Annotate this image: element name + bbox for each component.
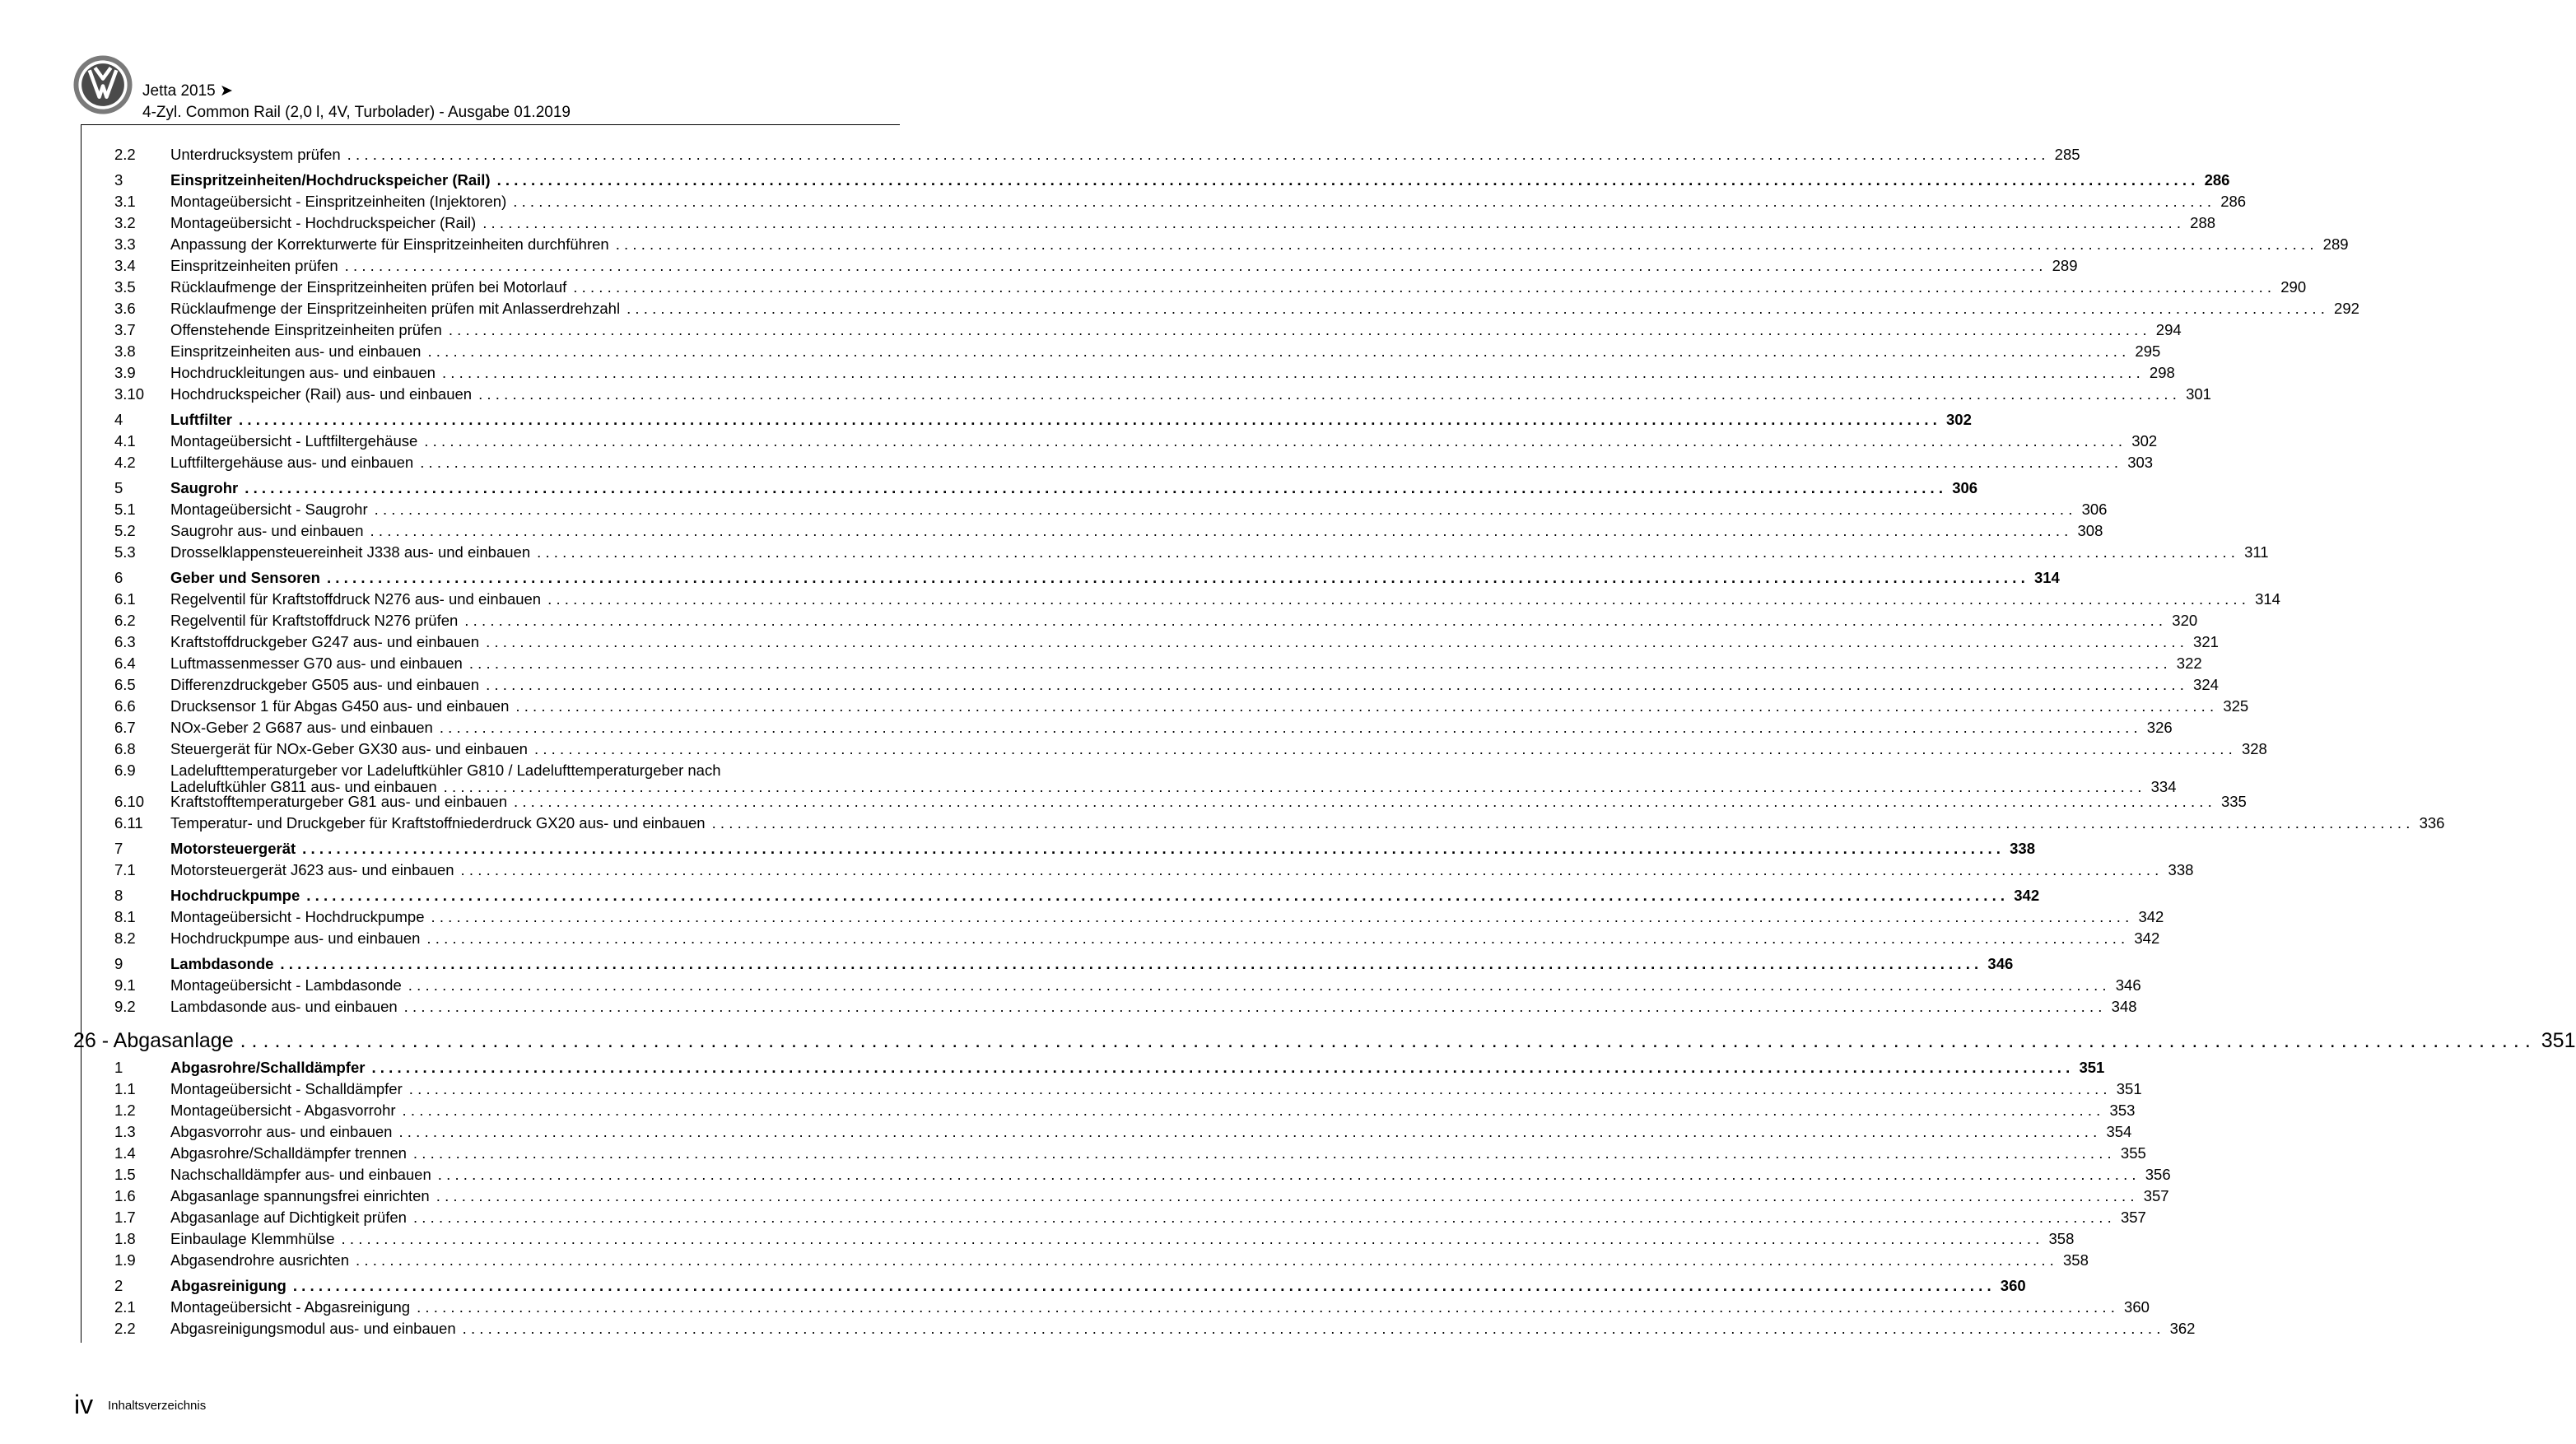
- toc-entry-number: 6.1: [114, 590, 136, 608]
- toc-entry-page: 338: [2010, 840, 2035, 857]
- toc-entry-page: 348: [2111, 998, 2137, 1015]
- toc-entry-page: 286: [2220, 193, 2247, 210]
- toc-entry-number: 3: [114, 171, 123, 189]
- toc-entry-page: 356: [2145, 1166, 2171, 1183]
- toc-entry-page: 346: [2115, 976, 2141, 994]
- dot-leader: ........................................................................................................................................................................................................: [460, 861, 2164, 878]
- dot-leader: ........................................................................................................................................................................................................: [398, 1123, 2102, 1140]
- toc-entry[interactable]: [114, 144, 2080, 165]
- toc-entry-number: 1.8: [114, 1230, 136, 1247]
- toc-entry-page: 289: [2052, 257, 2078, 274]
- dot-leader: ........................................................................................................................................................................................................: [371, 1059, 2075, 1076]
- dot-leader: ........................................................................................................................................................................................................: [408, 1080, 2112, 1097]
- toc-section[interactable]: [114, 1275, 2026, 1297]
- toc-entry-title: Saugrohr aus- und einbauen: [170, 522, 364, 539]
- toc-entry-page: 357: [2143, 1187, 2169, 1204]
- dot-leader: ........................................................................................................................................................................................................: [486, 676, 2189, 693]
- toc-section[interactable]: [114, 409, 1972, 431]
- toc-entry-title: Hochdruckleitungen aus- und einbauen: [170, 364, 436, 381]
- toc-entry-title: Abgasreinigung: [170, 1277, 286, 1294]
- toc-entry-page: 336: [2419, 814, 2445, 831]
- toc-entry-title: Montageübersicht - Schalldämpfer: [170, 1080, 403, 1097]
- toc-entry-number: 4.2: [114, 454, 136, 471]
- dot-leader: ........................................................................................................................................................................................................: [573, 278, 2276, 296]
- header-divider: [81, 124, 900, 125]
- toc-entry-number: 6.5: [114, 676, 136, 693]
- dot-leader: ........................................................................................................................................................................................................: [356, 1251, 2058, 1269]
- toc-entry[interactable]: [114, 319, 2182, 341]
- toc-entry-page: 338: [2168, 861, 2194, 878]
- toc-entry-number: 2.1: [114, 1298, 136, 1316]
- toc-entry-page: 321: [2193, 633, 2219, 650]
- toc-entry-page: 324: [2193, 676, 2219, 693]
- toc-section[interactable]: [114, 567, 2060, 589]
- dot-leader: ........................................................................................................................................................................................................: [245, 479, 1948, 496]
- toc-entry-page: 355: [2120, 1144, 2146, 1162]
- toc-entry[interactable]: [114, 499, 2108, 520]
- toc-entry-title: Montageübersicht - Hochdruckpumpe: [170, 908, 425, 925]
- toc-entry-page: 351: [2541, 1029, 2576, 1052]
- dot-leader: ........................................................................................................................................................................................................: [482, 214, 2186, 231]
- toc-entry[interactable]: [114, 1078, 2142, 1100]
- toc-entry-page: 314: [2255, 590, 2280, 608]
- dot-leader: ........................................................................................................................................................................................................: [547, 590, 2251, 608]
- vw-logo-icon: [72, 54, 133, 115]
- dot-leader: ........................................................................................................................................................................................................: [496, 171, 2200, 189]
- toc-entry-page: 322: [2176, 654, 2202, 672]
- toc-section[interactable]: [114, 170, 2230, 191]
- toc-entry-title: Abgasreinigungsmodul aus- und einbauen: [170, 1320, 456, 1337]
- toc-entry-page: 360: [2000, 1277, 2026, 1294]
- dot-leader: ........................................................................................................................................................................................................: [468, 654, 2172, 672]
- dot-leader: ........................................................................................................................................................................................................: [478, 385, 2182, 403]
- dot-leader: ........................................................................................................................................................................................................: [515, 697, 2219, 715]
- toc-entry-page: 295: [2135, 342, 2161, 360]
- dot-leader: ........................................................................................................................................................................................................: [711, 814, 2415, 831]
- toc-entry-title: Kraftstofftemperaturgeber G81 aus- und einbauen: [170, 793, 507, 810]
- toc-entry-number: 2.2: [114, 146, 136, 163]
- toc-entry[interactable]: [114, 277, 2307, 298]
- toc-entry-page: 362: [2169, 1320, 2196, 1337]
- toc-entry-title: Luftmassenmesser G70 aus- und einbauen: [170, 654, 463, 672]
- toc-entry-title: Hochdruckpumpe: [170, 887, 300, 904]
- toc-entry-number: 8: [114, 887, 123, 904]
- toc-entry-title: Luftfilter: [170, 411, 233, 428]
- toc-entry[interactable]: [114, 212, 2216, 234]
- toc-entry-title: Abgasvorrohr aus- und einbauen: [170, 1123, 393, 1140]
- toc-section[interactable]: [114, 477, 1978, 499]
- toc-entry[interactable]: [114, 1297, 2150, 1318]
- toc-entry-number: 3.3: [114, 235, 136, 253]
- toc-entry-number: 8.2: [114, 929, 136, 947]
- dot-leader: ........................................................................................................................................................................................................: [292, 1277, 1996, 1294]
- left-margin-rule: [81, 124, 82, 1343]
- toc-entry[interactable]: [114, 975, 2141, 996]
- toc-entry-title: Regelventil für Kraftstoffdruck N276 prüfen: [170, 612, 459, 629]
- toc-section[interactable]: [114, 885, 2040, 906]
- toc-entry-title: Lambdasonde aus- und einbauen: [170, 998, 398, 1015]
- dot-leader: ........................................................................................................................................................................................................: [402, 1102, 2105, 1119]
- toc-entry-title: Hochdruckspeicher (Rail) aus- und einbauen: [170, 385, 473, 403]
- toc-chapter[interactable]: [73, 1024, 2576, 1057]
- toc-entry[interactable]: [114, 1185, 2169, 1207]
- dot-leader: ........................................................................................................................................................................................................: [427, 342, 2131, 360]
- toc-entry-title: Montageübersicht - Lambdasonde: [170, 976, 402, 994]
- page-number: iv: [74, 1390, 94, 1419]
- dot-leader: ........................................................................................................................................................................................................: [412, 1209, 2116, 1226]
- table-of-contents: [73, 144, 2576, 1339]
- toc-entry-number: 3.8: [114, 342, 136, 360]
- dot-leader: ........................................................................................................................................................................................................: [426, 929, 2130, 947]
- dot-leader: ........................................................................................................................................................................................................: [533, 740, 2237, 757]
- toc-entry-page: 358: [2048, 1230, 2075, 1247]
- toc-entry-page: 308: [2077, 522, 2103, 539]
- toc-entry-title: Montageübersicht - Einspritzeinheiten (Injektoren): [170, 193, 507, 210]
- toc-entry[interactable]: [114, 1121, 2132, 1143]
- toc-entry-number: 5: [114, 479, 123, 496]
- toc-entry-page: 342: [2014, 887, 2040, 904]
- toc-entry[interactable]: [114, 298, 2359, 319]
- toc-entry-title: Montageübersicht - Abgasreinigung: [170, 1298, 411, 1316]
- toc-entry[interactable]: [114, 791, 2247, 813]
- toc-entry[interactable]: [114, 341, 2161, 362]
- toc-entry-page: 353: [2109, 1102, 2136, 1119]
- toc-entry[interactable]: [114, 674, 2219, 696]
- toc-entry-title: Offenstehende Einspritzeinheiten prüfen: [170, 321, 442, 338]
- dot-leader: ........................................................................................................................................................................................................: [436, 1187, 2139, 1204]
- dot-leader: ........................................................................................................................................................................................................: [347, 146, 2050, 163]
- toc-entry-page: 334: [2150, 778, 2177, 795]
- toc-entry-title: Geber und Sensoren: [170, 569, 320, 586]
- toc-entry-title: Einspritzeinheiten/Hochdruckspeicher (Rail): [170, 171, 491, 189]
- toc-entry[interactable]: [114, 1100, 2136, 1121]
- toc-entry-title: Saugrohr: [170, 479, 239, 496]
- toc-entry-number: 1.2: [114, 1102, 136, 1119]
- toc-entry-page: 342: [2134, 929, 2160, 947]
- toc-entry-number: 1.9: [114, 1251, 136, 1269]
- dot-leader: ........................................................................................................................................................................................................: [486, 633, 2189, 650]
- toc-entry-title: Rücklaufmenge der Einspritzeinheiten prüfen mit Anlasserdrehzahl: [170, 300, 621, 317]
- toc-entry-title: Abgasendrohre ausrichten: [170, 1251, 350, 1269]
- toc-entry-page: 292: [2334, 300, 2359, 317]
- toc-entry-number: 3.7: [114, 321, 136, 338]
- toc-entry-page: 303: [2127, 454, 2154, 471]
- toc-entry-title: NOx-Geber 2 G687 aus- und einbauen: [170, 719, 433, 736]
- document-subtitle: 4-Zyl. Common Rail (2,0 l, 4V, Turbolader) - Ausgabe 01.2019: [142, 104, 571, 121]
- toc-entry[interactable]: [114, 384, 2211, 405]
- toc-entry-page: 290: [2280, 278, 2307, 296]
- toc-entry-title: Lambdasonde: [170, 955, 274, 972]
- dot-leader: ........................................................................................................................................................................................................: [437, 1166, 2140, 1183]
- toc-entry-title: Unterdrucksystem prüfen: [170, 146, 341, 163]
- document-title: Jetta 2015 ➤: [142, 82, 233, 100]
- toc-entry[interactable]: [114, 906, 2164, 928]
- toc-entry[interactable]: [114, 520, 2103, 542]
- dot-leader: ........................................................................................................................................................................................................: [448, 321, 2151, 338]
- toc-entry-page: 342: [2138, 908, 2164, 925]
- toc-entry-number: 7: [114, 840, 123, 857]
- toc-entry-number: 1.4: [114, 1144, 136, 1162]
- toc-entry-number: 4.1: [114, 432, 136, 450]
- toc-entry-page: 360: [2124, 1298, 2150, 1316]
- toc-entry-title: Anpassung der Korrekturwerte für Einspritzeinheiten durchführen: [170, 235, 609, 253]
- dot-leader: ........................................................................................................................................................................................................: [417, 1298, 2120, 1316]
- toc-entry-number: 6.8: [114, 740, 136, 757]
- toc-entry[interactable]: [114, 717, 2173, 738]
- toc-entry-number: 6.2: [114, 612, 136, 629]
- dot-leader: ........................................................................................................................................................................................................: [403, 998, 2107, 1015]
- toc-entry[interactable]: [114, 859, 2194, 881]
- toc-entry[interactable]: [114, 1164, 2171, 1185]
- toc-entry[interactable]: [114, 431, 2158, 452]
- toc-entry-number: 1: [114, 1059, 123, 1076]
- toc-entry-title: Montageübersicht - Luftfiltergehäuse: [170, 432, 418, 450]
- toc-entry-number: 1.1: [114, 1080, 136, 1097]
- dot-leader: ........................................................................................................................................................................................................: [615, 235, 2318, 253]
- toc-entry-page: 357: [2120, 1209, 2146, 1226]
- toc-entry[interactable]: [114, 696, 2249, 717]
- toc-entry-page: 325: [2223, 697, 2249, 715]
- toc-entry-number: 3.1: [114, 193, 136, 210]
- toc-section[interactable]: [114, 838, 2035, 859]
- toc-entry-number: 9.1: [114, 976, 136, 994]
- toc-entry[interactable]: [114, 760, 2177, 795]
- dot-leader: ........................................................................................................................................................................................................: [439, 719, 2142, 736]
- toc-section[interactable]: [114, 953, 2014, 975]
- toc-entry-page: 314: [2033, 569, 2060, 586]
- toc-entry-title: Differenzdruckgeber G505 aus- und einbauen: [170, 676, 480, 693]
- toc-entry-page: 289: [2322, 235, 2349, 253]
- toc-entry-title: Temperatur- und Druckgeber für Kraftstoffniederdruck GX20 aus- und einbauen: [170, 814, 706, 831]
- dot-leader: ........................................................................................................................................................................................................: [302, 840, 2005, 857]
- toc-entry-page: 298: [2149, 364, 2175, 381]
- dot-leader: ........................................................................................................................................................................................................: [240, 1029, 2536, 1052]
- toc-entry-number: 3.10: [114, 385, 145, 403]
- toc-entry-page: 301: [2186, 385, 2211, 403]
- toc-entry-title: Ladeluftkühler G811 aus- und einbauen: [170, 778, 437, 795]
- dot-leader: ........................................................................................................................................................................................................: [513, 193, 2216, 210]
- toc-entry[interactable]: [114, 631, 2219, 653]
- toc-entry-number: 6.9: [114, 762, 136, 779]
- toc-entry-page: 320: [2172, 612, 2198, 629]
- toc-entry[interactable]: [114, 738, 2267, 760]
- footer-section-label: Inhaltsverzeichnis: [108, 1399, 207, 1413]
- toc-entry-title: Nachschalldämpfer aus- und einbauen: [170, 1166, 431, 1183]
- toc-entry-number: 6.10: [114, 793, 145, 810]
- dot-leader: ........................................................................................................................................................................................................: [462, 1320, 2165, 1337]
- toc-entry-title: Montageübersicht - Saugrohr: [170, 501, 368, 518]
- toc-entry-title: Kraftstoffdruckgeber G247 aus- und einbauen: [170, 633, 480, 650]
- dot-leader: ........................................................................................................................................................................................................: [374, 501, 2077, 518]
- toc-entry-title: Montageübersicht - Hochdruckspeicher (Rail): [170, 214, 477, 231]
- toc-entry-page: 306: [2081, 501, 2108, 518]
- toc-entry-page: 351: [2079, 1059, 2105, 1076]
- toc-entry-number: 3.6: [114, 300, 136, 317]
- toc-entry-number: 5.2: [114, 522, 136, 539]
- toc-entry[interactable]: [114, 1143, 2146, 1164]
- toc-entry-page: 358: [2063, 1251, 2089, 1269]
- dot-leader: ........................................................................................................................................................................................................: [627, 300, 2330, 317]
- toc-entry[interactable]: [114, 255, 2078, 277]
- dot-leader: ........................................................................................................................................................................................................: [537, 543, 2240, 561]
- toc-entry-title: Steuergerät für NOx-Geber GX30 aus- und einbauen: [170, 740, 528, 757]
- toc-entry-page: 302: [2131, 432, 2158, 450]
- toc-entry-title-line1: Ladelufttemperaturgeber vor Ladeluftkühler G810 / Ladelufttemperaturgeber nach: [170, 762, 721, 779]
- toc-entry-number: 5.3: [114, 543, 136, 561]
- toc-entry[interactable]: [114, 1250, 2089, 1271]
- toc-entry[interactable]: [114, 589, 2280, 610]
- dot-leader: ........................................................................................................................................................................................................: [239, 411, 1941, 428]
- toc-entry[interactable]: [114, 191, 2247, 212]
- dot-leader: ........................................................................................................................................................................................................: [370, 522, 2073, 539]
- toc-entry-title: Drucksensor 1 für Abgas G450 aus- und einbauen: [170, 697, 510, 715]
- toc-entry[interactable]: [114, 1228, 2075, 1250]
- dot-leader: ........................................................................................................................................................................................................: [420, 454, 2123, 471]
- toc-entry-title: Abgasanlage spannungsfrei einrichten: [170, 1187, 430, 1204]
- dot-leader: ........................................................................................................................................................................................................: [412, 1144, 2116, 1162]
- toc-entry[interactable]: [114, 362, 2175, 384]
- toc-entry-number: 6: [114, 569, 123, 586]
- toc-entry-number: 7.1: [114, 861, 136, 878]
- toc-entry-number: 2.2: [114, 1320, 136, 1337]
- dot-leader: ........................................................................................................................................................................................................: [513, 793, 2216, 810]
- toc-entry[interactable]: [114, 234, 2349, 255]
- toc-entry-page: 354: [2106, 1123, 2132, 1140]
- toc-entry-number: 4: [114, 411, 123, 428]
- toc-entry-page: 285: [2054, 146, 2080, 163]
- dot-leader: ........................................................................................................................................................................................................: [464, 612, 2168, 629]
- toc-entry-page: 326: [2146, 719, 2173, 736]
- toc-entry-number: 6.7: [114, 719, 136, 736]
- toc-entry-title: Einspritzeinheiten prüfen: [170, 257, 338, 274]
- toc-entry-title: 26 - Abgasanlage: [73, 1029, 234, 1052]
- toc-entry-number: 6.6: [114, 697, 136, 715]
- toc-entry-title: Montageübersicht - Abgasvorrohr: [170, 1102, 396, 1119]
- toc-entry-page: 311: [2244, 543, 2269, 561]
- toc-entry-page: 306: [1952, 479, 1978, 496]
- toc-entry[interactable]: [114, 813, 2445, 834]
- toc-entry[interactable]: [114, 1318, 2196, 1339]
- toc-entry-page: 286: [2204, 171, 2230, 189]
- dot-leader: ........................................................................................................................................................................................................: [341, 1230, 2044, 1247]
- toc-section[interactable]: [114, 1057, 2105, 1078]
- toc-entry-title: Einspritzeinheiten aus- und einbauen: [170, 342, 422, 360]
- toc-entry-title: Einbaulage Klemmhülse: [170, 1230, 335, 1247]
- toc-entry-page: 328: [2241, 740, 2267, 757]
- toc-entry-number: 5.1: [114, 501, 136, 518]
- dot-leader: ........................................................................................................................................................................................................: [408, 976, 2111, 994]
- toc-entry-title: Hochdruckpumpe aus- und einbauen: [170, 929, 421, 947]
- toc-entry[interactable]: [114, 542, 2269, 563]
- toc-entry-title: Motorsteuergerät J623 aus- und einbauen: [170, 861, 454, 878]
- dot-leader: ........................................................................................................................................................................................................: [443, 778, 2146, 795]
- toc-entry-page: 346: [1987, 955, 2014, 972]
- toc-entry-title: Luftfiltergehäuse aus- und einbauen: [170, 454, 414, 471]
- dot-leader: ........................................................................................................................................................................................................: [306, 887, 2010, 904]
- toc-entry-number: 1.5: [114, 1166, 136, 1183]
- toc-entry-number: 3.4: [114, 257, 136, 274]
- toc-entry-title: Drosselklappensteuereinheit J338 aus- und einbauen: [170, 543, 531, 561]
- toc-entry-page: 335: [2220, 793, 2247, 810]
- dot-leader: ........................................................................................................................................................................................................: [424, 432, 2127, 450]
- toc-entry-number: 1.7: [114, 1209, 136, 1226]
- toc-entry-title: Abgasanlage auf Dichtigkeit prüfen: [170, 1209, 407, 1226]
- toc-entry-title: Abgasrohre/Schalldämpfer: [170, 1059, 366, 1076]
- toc-entry-number: 1.3: [114, 1123, 136, 1140]
- toc-entry-number: 8.1: [114, 908, 136, 925]
- toc-entry-title: Rücklaufmenge der Einspritzeinheiten prüfen bei Motorlauf: [170, 278, 567, 296]
- toc-entry-number: 6.11: [114, 814, 143, 831]
- toc-entry-title: Motorsteuergerät: [170, 840, 296, 857]
- toc-entry-page: 302: [1946, 411, 1972, 428]
- toc-entry[interactable]: [114, 1207, 2146, 1228]
- toc-entry-page: 351: [2116, 1080, 2142, 1097]
- toc-entry-number: 6.4: [114, 654, 136, 672]
- toc-entry-title: Abgasrohre/Schalldämpfer trennen: [170, 1144, 407, 1162]
- toc-entry-number: 1.6: [114, 1187, 136, 1204]
- toc-entry-number: 6.3: [114, 633, 136, 650]
- toc-entry-number: 9.2: [114, 998, 136, 1015]
- toc-entry-number: 9: [114, 955, 123, 972]
- toc-entry[interactable]: [114, 452, 2154, 473]
- toc-entry-number: 3.9: [114, 364, 136, 381]
- toc-entry-title: Regelventil für Kraftstoffdruck N276 aus- und einbauen: [170, 590, 542, 608]
- toc-entry[interactable]: [114, 610, 2198, 631]
- toc-entry-number: 3.5: [114, 278, 136, 296]
- toc-entry-number: 3.2: [114, 214, 136, 231]
- dot-leader: ........................................................................................................................................................................................................: [280, 955, 1983, 972]
- toc-entry-number: 2: [114, 1277, 123, 1294]
- dot-leader: ........................................................................................................................................................................................................: [326, 569, 2029, 586]
- toc-entry[interactable]: [114, 928, 2160, 949]
- toc-entry[interactable]: [114, 653, 2202, 674]
- dot-leader: ........................................................................................................................................................................................................: [344, 257, 2047, 274]
- toc-entry[interactable]: [114, 996, 2137, 1018]
- dot-leader: ........................................................................................................................................................................................................: [431, 908, 2134, 925]
- toc-entry-page: 294: [2155, 321, 2182, 338]
- toc-entry-page: 288: [2190, 214, 2216, 231]
- dot-leader: ........................................................................................................................................................................................................: [441, 364, 2145, 381]
